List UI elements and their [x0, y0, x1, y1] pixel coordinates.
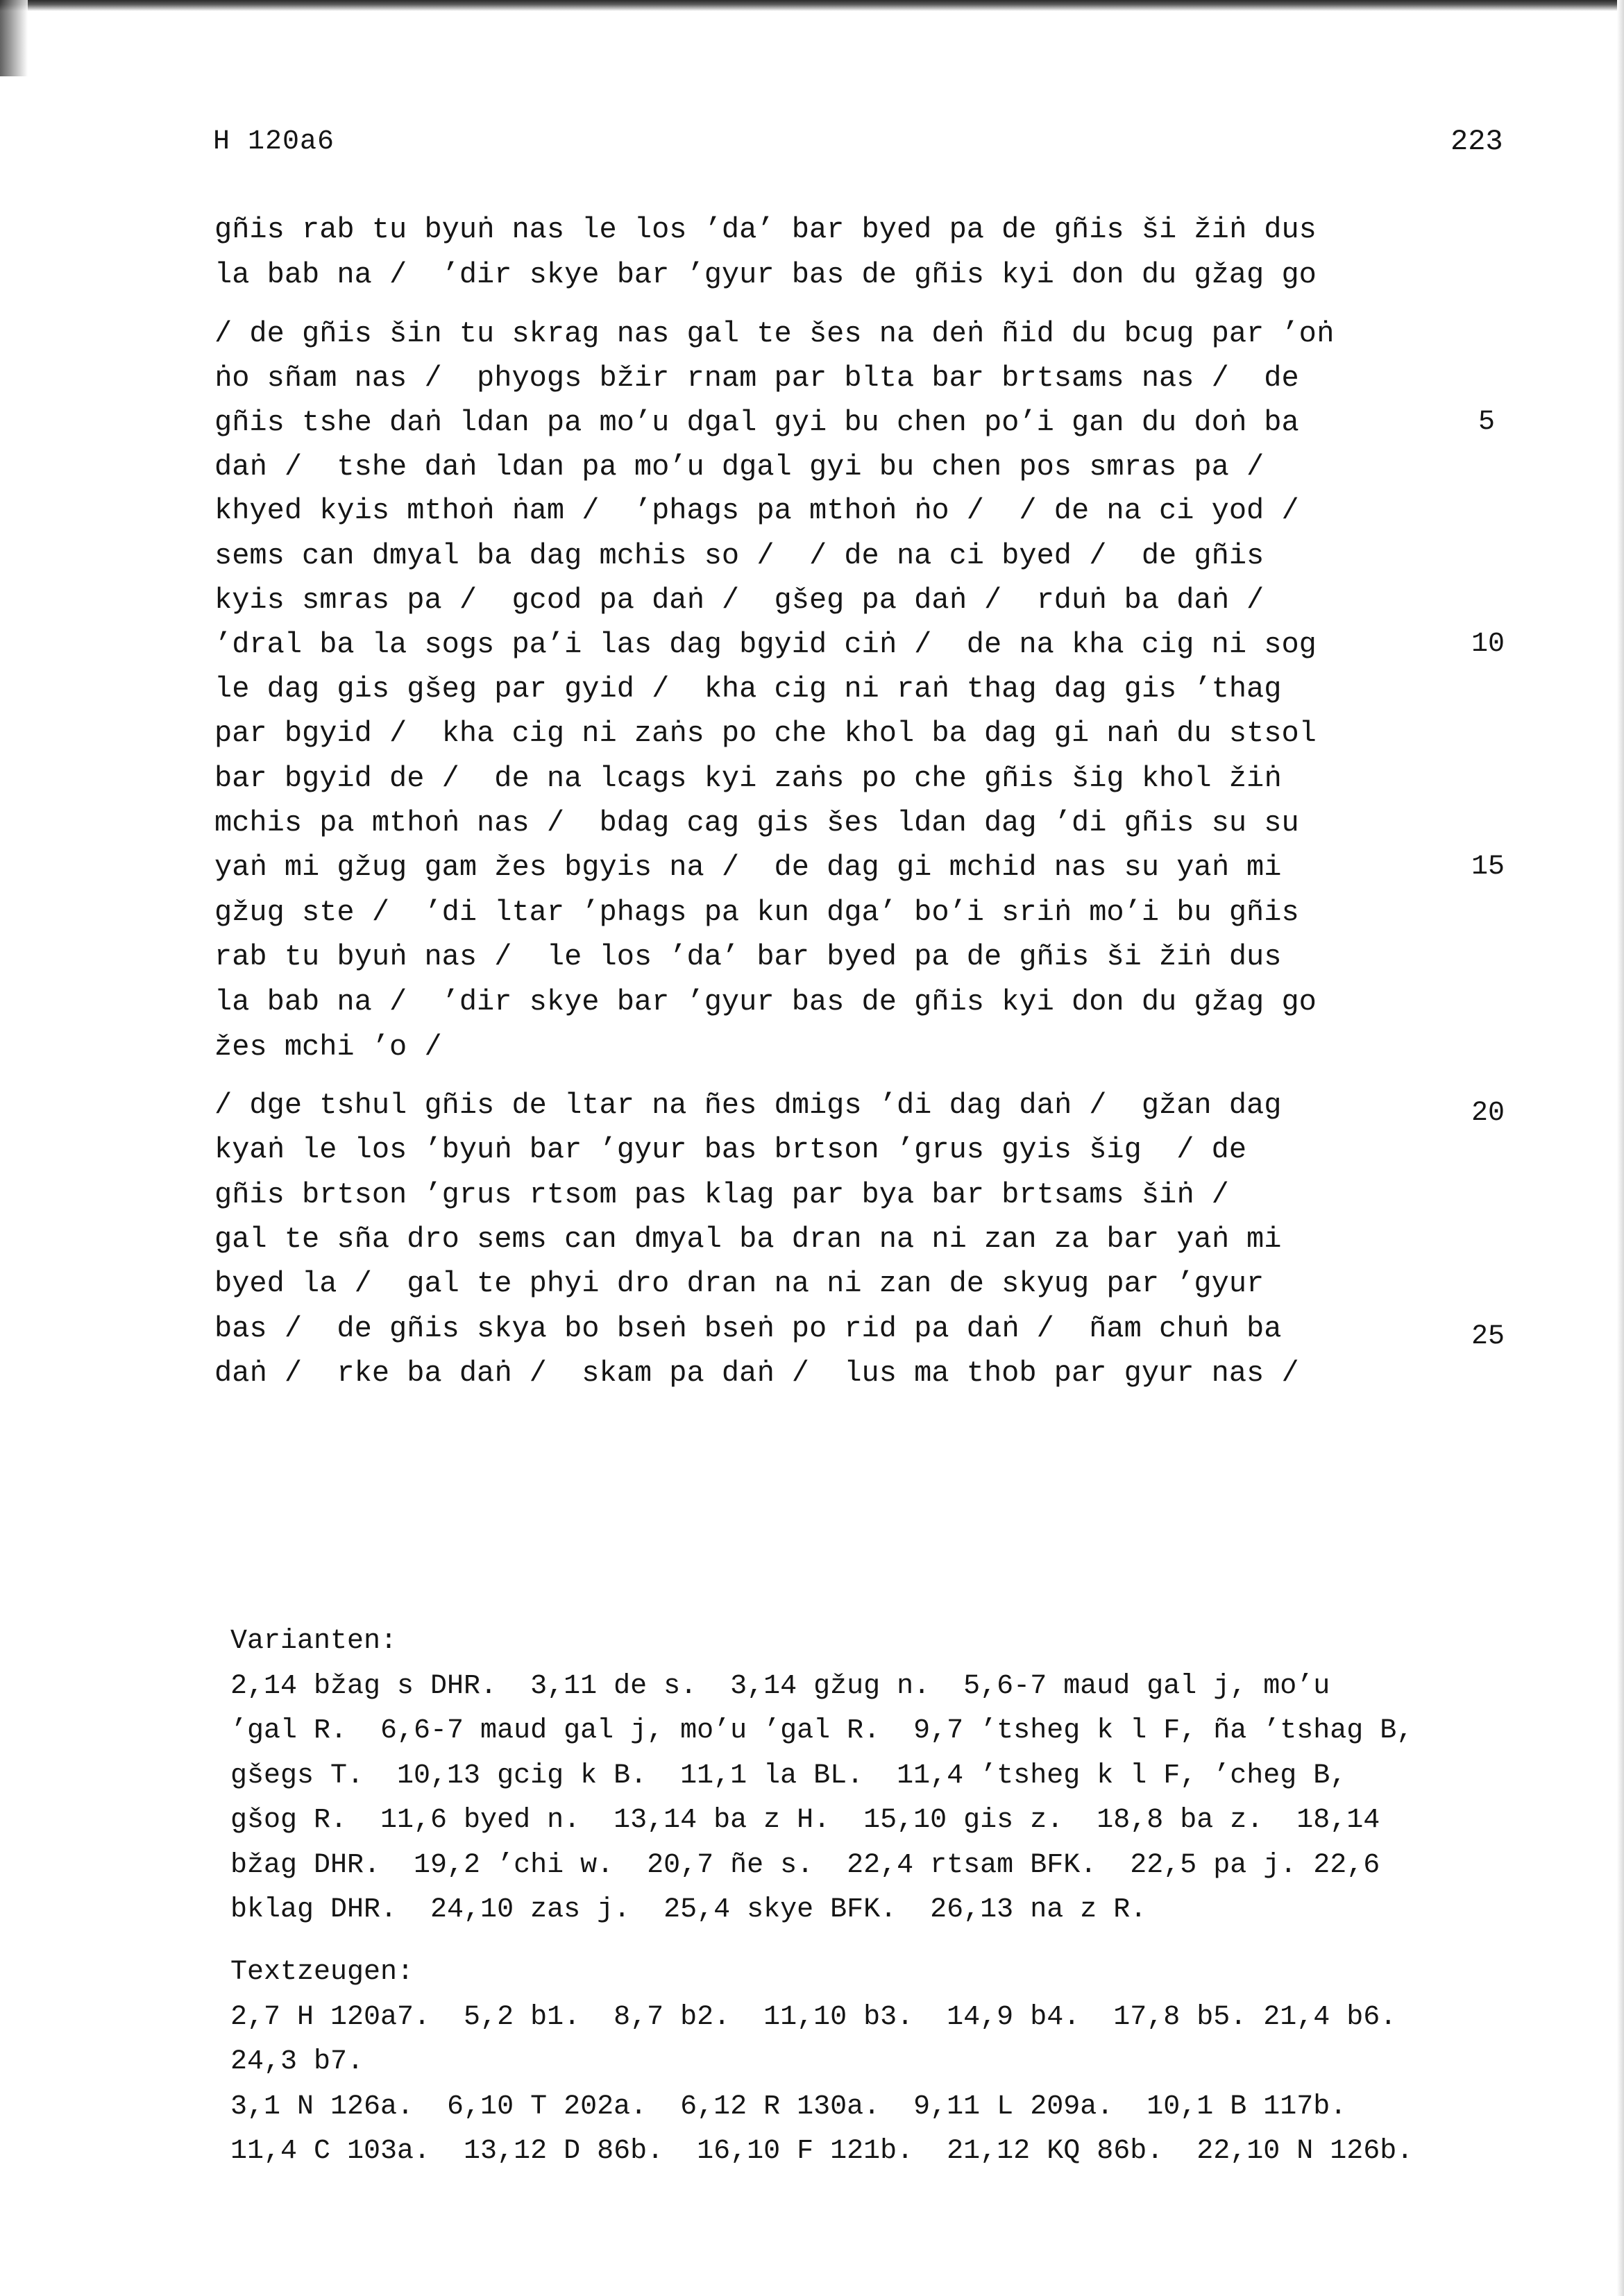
- line-number-20: 20: [1471, 1098, 1505, 1129]
- line-number-5: 5: [1478, 407, 1496, 438]
- text-line-4: ṅo sñam nas / phyogs bžir rnam par blta bar brtsams nas / de: [214, 362, 1299, 395]
- text-line-17: rab tu byuṅ nas / le los ’da’ bar byed pa de gñis ši žiṅ dus: [214, 940, 1282, 973]
- variants-heading: Varianten:: [230, 1626, 398, 1657]
- scan-edge-top: [0, 0, 1624, 11]
- variants-line-4: gšog R. 11,6 byed n. 13,14 ba z H. 15,10 gis z. 18,8 ba z. 18,14: [230, 1805, 1380, 1836]
- variants-line-1: 2,14 bžag s DHR. 3,11 de s. 3,14 gžug n. 5,6-7 maud gal j, mo’u: [230, 1671, 1330, 1702]
- scan-edge-right: [1617, 0, 1624, 2296]
- text-line-22: gñis brtson ’grus rtsom pas klag par bya bar brtsams šiṅ /: [214, 1178, 1229, 1211]
- text-line-14: mchis pa mthoṅ nas / bdag cag gis šes ldan dag ’di gñis su su: [214, 806, 1299, 840]
- text-line-19: žes mchi ’o /: [214, 1030, 442, 1064]
- line-number-10: 10: [1471, 629, 1505, 660]
- text-line-7: khyed kyis mthoṅ ṅam / ’phags pa mthoṅ ṅo / / de na ci yod /: [214, 494, 1299, 527]
- text-line-13: bar bgyid de / de na lcags kyi zaṅs po che gñis šig khol žiṅ: [214, 762, 1282, 795]
- text-line-1: gñis rab tu byuṅ nas le los ’da’ bar byed pa de gñis ši žiṅ dus: [214, 213, 1317, 246]
- text-line-21: kyaṅ le los ’byuṅ bar ’gyur bas brtson ’grus gyis šig / de: [214, 1133, 1247, 1166]
- text-line-2: la bab na / ’dir skye bar ’gyur bas de gñis kyi don du gžag go: [214, 258, 1317, 291]
- text-line-26: daṅ / rke ba daṅ / skam pa daṅ / lus ma thob par gyur nas /: [214, 1357, 1299, 1390]
- variants-line-2: ’gal R. 6,6-7 maud gal j, mo’u ’gal R. 9,7 ’tsheg k l F, ña ’tshag B,: [230, 1715, 1414, 1746]
- line-number-15: 15: [1471, 851, 1505, 883]
- variants-line-6: bklag DHR. 24,10 zas j. 25,4 skye BFK. 26,13 na z R.: [230, 1894, 1147, 1925]
- text-line-5: gñis tshe daṅ ldan pa mo’u dgal gyi bu chen po’i gan du doṅ ba: [214, 406, 1299, 439]
- text-line-9: kyis smras pa / gcod pa daṅ / gšeg pa daṅ / rduṅ ba daṅ /: [214, 584, 1264, 617]
- text-line-24: byed la / gal te phyi dro dran na ni zan de skyug par ’gyur: [214, 1267, 1264, 1300]
- variants-line-3: gšegs T. 10,13 gcig k B. 11,1 la BL. 11,4 ’tsheg k l F, ’cheg B,: [230, 1760, 1347, 1792]
- manuscript-reference: H 120a6: [213, 126, 335, 158]
- text-line-6: daṅ / tshe daṅ ldan pa mo’u dgal gyi bu chen pos smras pa /: [214, 450, 1264, 484]
- text-line-25: bas / de gñis skya bo bseṅ bseṅ po rid pa daṅ / ñam chuṅ ba: [214, 1312, 1282, 1345]
- witnesses-line-2: 24,3 b7.: [230, 2046, 364, 2077]
- text-line-16: gžug ste / ’di ltar ’phags pa kun dga’ bo’i sriṅ mo’i bu gñis: [214, 896, 1299, 929]
- line-number-25: 25: [1471, 1321, 1505, 1352]
- text-line-20: / dge tshul gñis de ltar na ñes dmigs ’di dag daṅ / gžan dag: [214, 1089, 1282, 1122]
- text-line-8: sems can dmyal ba dag mchis so / / de na ci byed / de gñis: [214, 539, 1264, 572]
- text-line-15: yaṅ mi gžug gam žes bgyis na / de dag gi mchid nas su yaṅ mi: [214, 851, 1282, 884]
- text-line-12: par bgyid / kha cig ni zaṅs po che khol ba dag gi naṅ du stsol: [214, 717, 1317, 750]
- scan-corner-shadow: [0, 0, 28, 76]
- witnesses-line-3: 3,1 N 126a. 6,10 T 202a. 6,12 R 130a. 9,11 L 209a. 10,1 B 117b.: [230, 2091, 1347, 2123]
- page-number: 223: [1450, 125, 1503, 158]
- text-line-23: gal te sña dro sems can dmyal ba dran na ni zan za bar yaṅ mi: [214, 1223, 1282, 1256]
- witnesses-line-1: 2,7 H 120a7. 5,2 b1. 8,7 b2. 11,10 b3. 14,9 b4. 17,8 b5. 21,4 b6.: [230, 2002, 1397, 2033]
- text-line-11: le dag gis gšeg par gyid / kha cig ni raṅ thag dag gis ’thag: [214, 672, 1282, 706]
- witnesses-line-4: 11,4 C 103a. 13,12 D 86b. 16,10 F 121b. 21,12 KQ 86b. 22,10 N 126b.: [230, 2136, 1414, 2167]
- text-line-18: la bab na / ’dir skye bar ’gyur bas de gñis kyi don du gžag go: [214, 985, 1317, 1019]
- witnesses-heading: Textzeugen:: [230, 1957, 414, 1988]
- text-line-3: / de gñis šin tu skrag nas gal te šes na deṅ ñid du bcug par ’oṅ: [214, 317, 1335, 350]
- variants-line-5: bžag DHR. 19,2 ’chi w. 20,7 ñe s. 22,4 rtsam BFK. 22,5 pa j. 22,6: [230, 1850, 1380, 1881]
- text-line-10: ’dral ba la sogs pa’i las dag bgyid ciṅ / de na kha cig ni sog: [214, 628, 1317, 661]
